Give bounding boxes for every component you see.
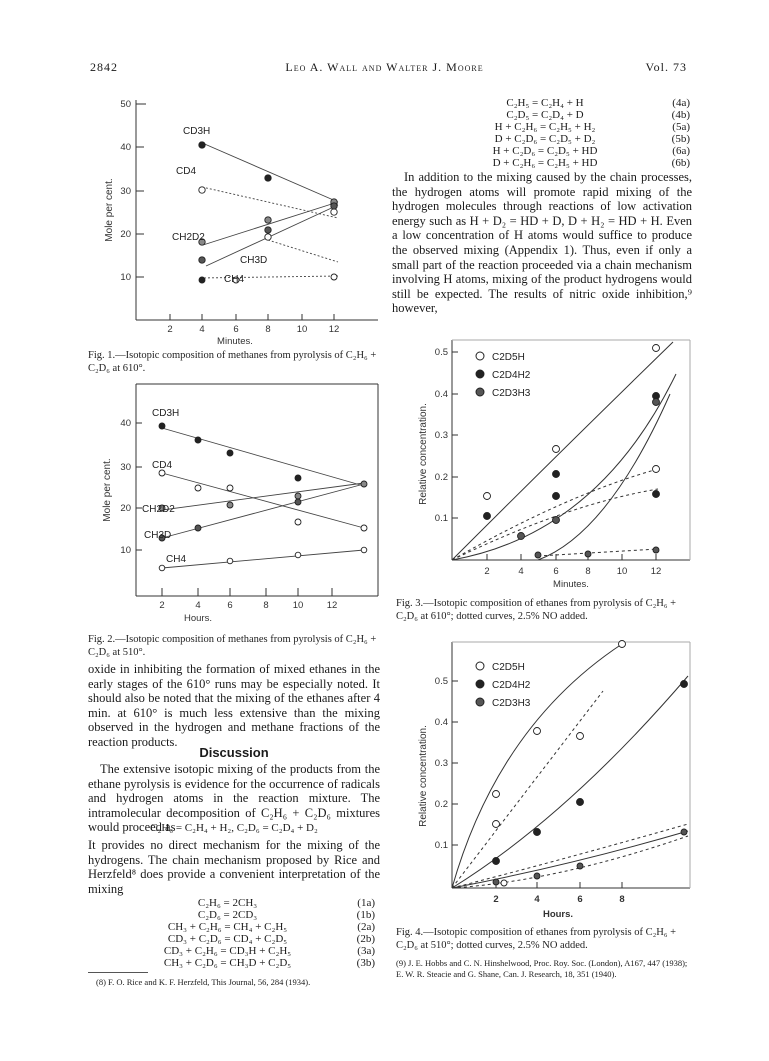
fig3-xtick: 6 [553,566,559,577]
fig3-xtick: 10 [616,566,628,577]
fig2-xtick: 8 [263,600,269,611]
section-heading-discussion: Discussion [199,745,269,760]
equation-number: (4a) [672,97,690,109]
fig1-point [199,142,205,148]
equation-number: (3a) [357,945,375,957]
figure-2-caption: Fig. 2.—Isotopic composition of methanes from pyrolysis of C₂H₆ + C₂D₆ at 510°. [88,634,377,658]
left-paragraph-1: oxide in inhibiting the formation of mixed ethanes in the early stages of the 610° runs may be especially noted. It should also be noted that the mixing of the ethanes after 4 min. at 610° is much less extensive than the mixing observed in the hydrogen and methane fractions of the reaction products. [88,662,380,749]
fig4-legend-marker [476,662,484,670]
fig1-ytick: 20 [120,229,131,240]
fig4-ytick: 0.1 [434,840,448,851]
fig1-xtick: 4 [199,324,205,335]
fig2-series-label: CH2D2 [142,504,175,515]
running-header [0,60,769,80]
fig1-point [199,257,205,263]
equation: C₂H₅ = C₂H₄ + H [506,97,584,109]
fig1-ytick: 30 [120,186,131,197]
fig1-ytick: 50 [120,99,131,110]
left-equation-list [120,897,375,969]
equation: D + C₂D₆ = C₂D₅ + D₂ [494,133,596,145]
equation: D + C₂H₆ = C₂H₅ + HD [492,157,598,169]
equation-number: (1b) [356,909,375,921]
equation: C₂D₅ = C₂D₄ + D [506,109,584,121]
right-equation-list [440,97,690,169]
footnote-9: (9) J. E. Hobbs and C. N. Hinshelwood, Proc. Roy. Soc. (London), A167, 447 (1938); E. W. R. Steacie and G. Shane, Can. J. Research, 18, 351 (1940). [396,958,688,979]
equation-number: (3b) [356,957,375,969]
left-paragraph-3: It provides no direct mechanism for the mixing of the hydrogens. The chain mechanism proposed by Rice and Herzfeld⁸ does provide a convenient interpretation of the mixing [88,838,380,896]
fig2-xlabel: Hours. [184,613,212,624]
equation: CH₃ + C₂D₆ = CH₃D + C₂D₅ [163,957,292,969]
fig1-point [265,217,271,223]
fig2-series-label: CH4 [166,554,187,565]
figure-1-plot [88,90,378,348]
fig4-xlabel: Hours. [542,909,574,920]
figure-4 [408,636,692,924]
figure-3 [408,334,692,596]
fig3-xlabel: Minutes. [553,579,589,590]
equation-number: (4b) [671,109,690,121]
fig1-xtick: 6 [233,324,239,335]
fig1-series-label: CD4 [176,166,197,177]
page-number: 2842 [90,60,118,74]
figure-2 [88,378,380,630]
fig4-ytick: 0.5 [434,676,448,687]
fig3-xtick: 2 [484,566,490,577]
fig1-xtick: 12 [328,324,340,335]
fig1-point [265,175,271,181]
fig1-xlabel: Minutes. [217,336,253,347]
equation: H + C₂H₆ = C₂H₅ + H₂ [494,121,596,133]
fig4-legend-marker [476,680,484,688]
fig1-xtick: 8 [265,324,271,335]
fig1-series-label: CD3H [183,126,211,137]
fig2-ytick: 30 [120,462,131,473]
fig3-ytick: 0.5 [434,347,448,358]
fig1-point [199,187,205,193]
fig1-point [331,209,337,215]
fig2-xtick: 6 [227,600,233,611]
fig1-point [265,227,271,233]
equation: C₂H₆ = 2CH₃ [197,897,258,909]
fig1-point [331,274,337,280]
fig4-ytick: 0.4 [434,717,448,728]
fig2-ytick: 20 [120,503,131,514]
equation-number: (2a) [357,921,375,933]
footnote-8: (8) F. O. Rice and K. F. Herzfeld, This Journal, 56, 284 (1934). [96,977,311,987]
fig1-series-label: CH4 [224,274,245,285]
fig1-series-label: CH2D2 [172,232,205,243]
figure-2-plot [88,378,380,630]
equation-number: (6a) [672,145,690,157]
fig3-legend-marker [476,370,484,378]
fig3-ytick: 0.3 [434,430,448,441]
equation: CH₃ + C₂H₆ = CH₄ + C₂H₅ [167,921,288,933]
fig2-xtick: 4 [195,600,201,611]
fig1-point [331,203,337,209]
fig4-xtick: 4 [534,894,540,905]
fig4-ytick: 0.2 [434,799,448,810]
fig1-xtick: 2 [167,324,173,335]
figure-1 [88,90,378,348]
fig4-ytick: 0.3 [434,758,448,769]
fig2-xtick: 10 [292,600,304,611]
fig3-legend-marker [476,388,484,396]
fig4-legend-label: C2D3H3 [492,698,531,709]
figure-1-caption: Fig. 1.—Isotopic composition of methanes from pyrolysis of C₂H₆ + C₂D₆ at 610°. [88,350,377,374]
footnote-rule [88,972,148,973]
fig3-xtick: 12 [650,566,662,577]
fig2-series-label: CH3D [144,530,172,541]
equation: C₂D₆ = 2CD₃ [197,909,258,921]
fig1-series-label: CH3D [240,255,268,266]
fig2-xtick: 12 [326,600,338,611]
left-paragraph-2: The extensive isotopic mixing of the products from the ethane pyrolysis is evidence for the occurrence of radicals and hydrogen atoms in the reaction mixture. The intramolecular decomposition of C₂H₆ + C₂D₆ mixtures would proceed as [88,762,380,835]
equation: CD₃ + C₂H₆ = CD₃H + C₂H₅ [163,945,292,957]
fig2-ytick: 10 [120,545,131,556]
fig2-xtick: 2 [159,600,165,611]
fig3-ytick: 0.4 [434,389,448,400]
equation-number: (1a) [357,897,375,909]
fig3-legend-label: C2D4H2 [492,370,531,381]
running-title: Leo A. Wall and Walter J. Moore [285,60,484,74]
fig3-legend-label: C2D3H3 [492,388,531,399]
fig3-xtick: 8 [585,566,591,577]
equation: CD₃ + C₂D₆ = CD₄ + C₂D₅ [167,933,288,945]
fig4-xtick: 8 [619,894,625,905]
fig1-point [265,234,271,240]
fig3-legend-label: C2D5H [492,352,525,363]
left-equation-intramolecular: C₂H₆ = C₂H₄ + H₂, C₂D₆ = C₂D₄ + D₂ [150,822,318,834]
right-paragraph: In addition to the mixing caused by the chain processes, the hydrogen atoms will promote rapid mixing of the hydrogen molecules through reactions of low activation energy such as H + D₂ = HD + D, D + H₂ = HD + H. Even a low concentration of H atoms would suffice to produce the observed mixing (Appendix 1). Thus, even if only a small part of the reaction proceeded via a chain mechanism involving H atoms, mixing of the product hydrogens would still be expected. The results of nitric oxide inhibition,⁹ however, [392,170,692,316]
figure-4-caption: Fig. 4.—Isotopic composition of ethanes from pyrolysis of C₂H₆ + C₂D₆ at 510°; dotted curves, 2.5% NO added. [396,927,677,951]
equation-number: (6b) [671,157,690,169]
fig1-xtick: 10 [296,324,308,335]
fig2-series-label: CD4 [152,460,173,471]
equation: H + C₂D₆ = C₂D₅ + HD [492,145,598,157]
fig3-ylabel: Relative concentration. [418,403,429,505]
equation-number: (2b) [356,933,375,945]
fig2-ylabel: Mole per cent. [102,458,113,522]
equation-number: (5b) [671,133,690,145]
volume-label: Vol. 73 [645,60,687,74]
fig1-ytick: 10 [120,272,131,283]
fig4-xtick: 6 [577,894,583,905]
fig4-xtick: 2 [493,894,499,905]
figure-3-caption: Fig. 3.—Isotopic composition of ethanes from pyrolysis of C₂H₆ + C₂D₆ at 610°; dotted curves, 2.5% NO added. [396,598,677,622]
fig3-legend-marker [476,352,484,360]
equation-number: (5a) [672,121,690,133]
fig3-ytick: 0.2 [434,472,448,483]
fig2-series-label: CD3H [152,408,180,419]
fig4-ylabel: Relative concentration. [418,725,429,827]
fig4-legend-label: C2D5H [492,662,525,673]
figure-3-plot [408,334,692,596]
fig4-legend-label: C2D4H2 [492,680,531,691]
fig3-xtick: 4 [518,566,524,577]
fig3-ytick: 0.1 [434,513,448,524]
fig2-ytick: 40 [120,418,131,429]
fig4-legend-marker [476,698,484,706]
fig1-ytick: 40 [120,142,131,153]
figure-4-plot [408,636,692,924]
fig1-ylabel: Mole per cent. [104,178,115,242]
fig1-point [199,277,205,283]
